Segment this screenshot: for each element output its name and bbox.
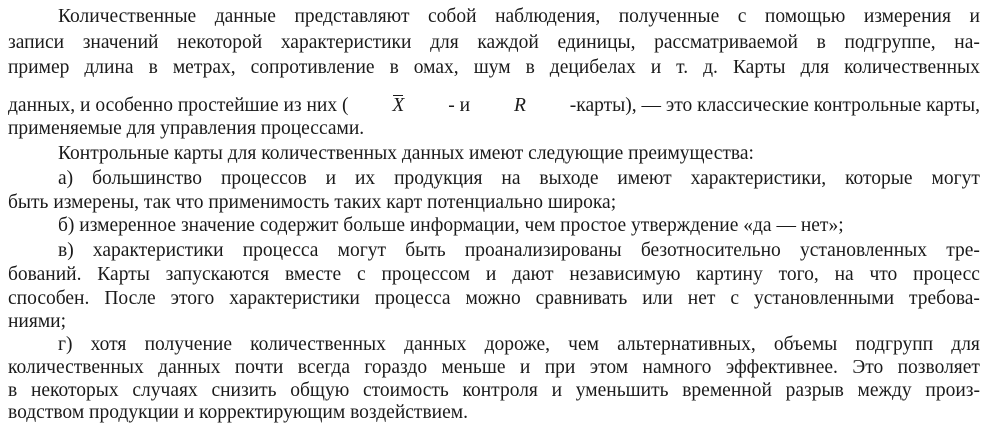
item-a-line-1: [58, 166, 980, 192]
word: д.: [703, 57, 718, 78]
word: безотносительно: [640, 240, 781, 261]
word: или: [642, 288, 673, 309]
word: данные: [214, 6, 276, 27]
word: и: [325, 168, 337, 189]
word: продукция: [394, 168, 483, 189]
word: с: [730, 288, 740, 309]
word: требова-: [908, 288, 980, 309]
word: при: [544, 357, 576, 378]
paragraph-1-line-1: [58, 4, 980, 30]
word: стоимость: [363, 380, 449, 401]
word: характеристики,: [690, 168, 827, 189]
word: сравнивать: [535, 288, 628, 309]
word: на: [834, 264, 854, 285]
word: омах,: [413, 57, 459, 78]
word: Количественные: [58, 6, 197, 27]
word: могут: [337, 240, 387, 261]
word: представляют: [294, 6, 410, 27]
item-b-line-1: б) измеренное значение содержит больше информации, чем простое утверждение «да — нет»;: [58, 215, 844, 236]
word: снизить: [211, 380, 277, 401]
word: картину: [696, 264, 763, 285]
word: намного: [642, 357, 712, 378]
word: количественных: [8, 357, 144, 378]
word: децибелах: [549, 57, 636, 78]
word: того,: [778, 264, 819, 285]
word: Карты: [732, 57, 786, 78]
word: этого: [170, 288, 215, 309]
word: случаях: [132, 380, 198, 401]
word: меньше: [441, 357, 506, 378]
word: подгрупп: [855, 334, 934, 355]
word: всегда: [297, 357, 350, 378]
x-bar-symbol: X: [392, 93, 404, 119]
word: и: [650, 57, 662, 78]
word: каждой: [477, 32, 539, 53]
word: г): [58, 334, 73, 355]
word: помощью: [764, 6, 846, 27]
word: их: [355, 168, 376, 189]
paragraph-1-line-3: [8, 55, 980, 81]
word: проанализированы: [464, 240, 622, 261]
word: могут: [931, 168, 980, 189]
word: произ-: [925, 380, 980, 401]
word: дают: [512, 264, 554, 285]
word: некоторой: [177, 32, 263, 53]
word: быть: [405, 240, 446, 261]
word: для: [800, 57, 830, 78]
word: бований.: [8, 264, 82, 285]
word: единицы,: [557, 32, 636, 53]
line-4-text-a: данных, и особенно простейшие из них (: [8, 95, 349, 116]
word: на: [501, 168, 521, 189]
word: и: [969, 6, 980, 27]
word: процессом: [381, 264, 471, 285]
word: в: [816, 32, 826, 53]
word: т.: [676, 57, 689, 78]
word: независимую: [569, 264, 681, 285]
word: дороже,: [484, 334, 550, 355]
word: на-: [954, 32, 980, 53]
item-a-line-2: быть измерены, так что применимость таких карт потенциально широка;: [8, 192, 617, 213]
word: значений: [82, 32, 159, 53]
word: и: [519, 357, 531, 378]
word: гораздо: [364, 357, 428, 378]
word: пример: [8, 57, 70, 78]
word: процесса: [242, 240, 319, 261]
word: тре-: [946, 240, 980, 261]
word: После: [104, 288, 156, 309]
word: нет: [687, 288, 716, 309]
word: и: [551, 380, 563, 401]
word: хотя: [90, 334, 127, 355]
word: сопротивление: [250, 57, 375, 78]
word: получение: [144, 334, 232, 355]
word: позволяет: [897, 357, 980, 378]
word: что: [869, 264, 898, 285]
word: объемы: [773, 334, 838, 355]
word: контроля: [462, 380, 538, 401]
word: количественных: [844, 57, 980, 78]
word: Это: [852, 357, 884, 378]
word: разрыв: [785, 380, 844, 401]
word: характеристики: [280, 32, 412, 53]
word: собой: [428, 6, 477, 27]
word: шум: [473, 57, 511, 78]
word: этом: [589, 357, 629, 378]
word: и: [485, 264, 497, 285]
word: общую: [290, 380, 350, 401]
item-c-line-1: [58, 238, 980, 264]
word: записи: [8, 32, 65, 53]
word: характеристики: [229, 288, 360, 309]
word: в: [148, 57, 158, 78]
word: метрах,: [172, 57, 236, 78]
word: выходе: [539, 168, 599, 189]
word: с: [356, 264, 366, 285]
word: наблюдения,: [495, 6, 601, 27]
word: альтернативных,: [617, 334, 756, 355]
line-4-text-c: -карты), — это классические контрольные карты,: [569, 95, 980, 116]
word: вместе: [284, 264, 342, 285]
word: между: [857, 380, 912, 401]
word: в: [525, 57, 535, 78]
word: запускаются: [165, 264, 270, 285]
word: процесс: [913, 264, 980, 285]
word: для: [951, 334, 980, 355]
word: некоторых: [30, 380, 119, 401]
word: количественных: [250, 334, 386, 355]
word: установленных: [799, 240, 928, 261]
word: характеристики: [92, 240, 224, 261]
word: процесса: [374, 288, 451, 309]
word: для: [430, 32, 459, 53]
item-c-line-4: ниями;: [8, 311, 67, 332]
word: установленными: [753, 288, 895, 309]
word: в: [389, 57, 399, 78]
word: большинство: [92, 168, 203, 189]
word: Карты: [97, 264, 150, 285]
item-c-line-2: [8, 262, 980, 288]
paragraph-2-line-1: Контрольные карты для количественных данных имеют следующие преимущества:: [58, 143, 754, 164]
word: можно: [465, 288, 521, 309]
r-symbol: R: [513, 95, 526, 116]
word: чем: [568, 334, 599, 355]
word: с: [737, 6, 747, 27]
word: временной: [682, 380, 772, 401]
word: данных: [404, 334, 467, 355]
word: рассматриваемой: [654, 32, 798, 53]
word: почти: [234, 357, 284, 378]
word: данных: [158, 357, 221, 378]
word: которые: [845, 168, 913, 189]
word: эффективнее.: [725, 357, 838, 378]
word: уменьшить: [575, 380, 669, 401]
word: имеют: [617, 168, 672, 189]
word: а): [58, 168, 74, 189]
word: длина: [84, 57, 134, 78]
paragraph-1-line-2: [8, 30, 980, 56]
word: в: [8, 380, 18, 401]
word: полученные: [618, 6, 720, 27]
word: в): [58, 240, 74, 261]
line-4-text-b: - и: [448, 95, 471, 116]
word: способен.: [8, 288, 90, 309]
word: подгруппе,: [844, 32, 936, 53]
word: измерения: [863, 6, 951, 27]
word: процессов: [220, 168, 307, 189]
paragraph-1-line-5: применяемые для управления процессами.: [8, 118, 365, 139]
item-d-line-4: водством продукции и корректирующим воздействием.: [8, 402, 468, 423]
